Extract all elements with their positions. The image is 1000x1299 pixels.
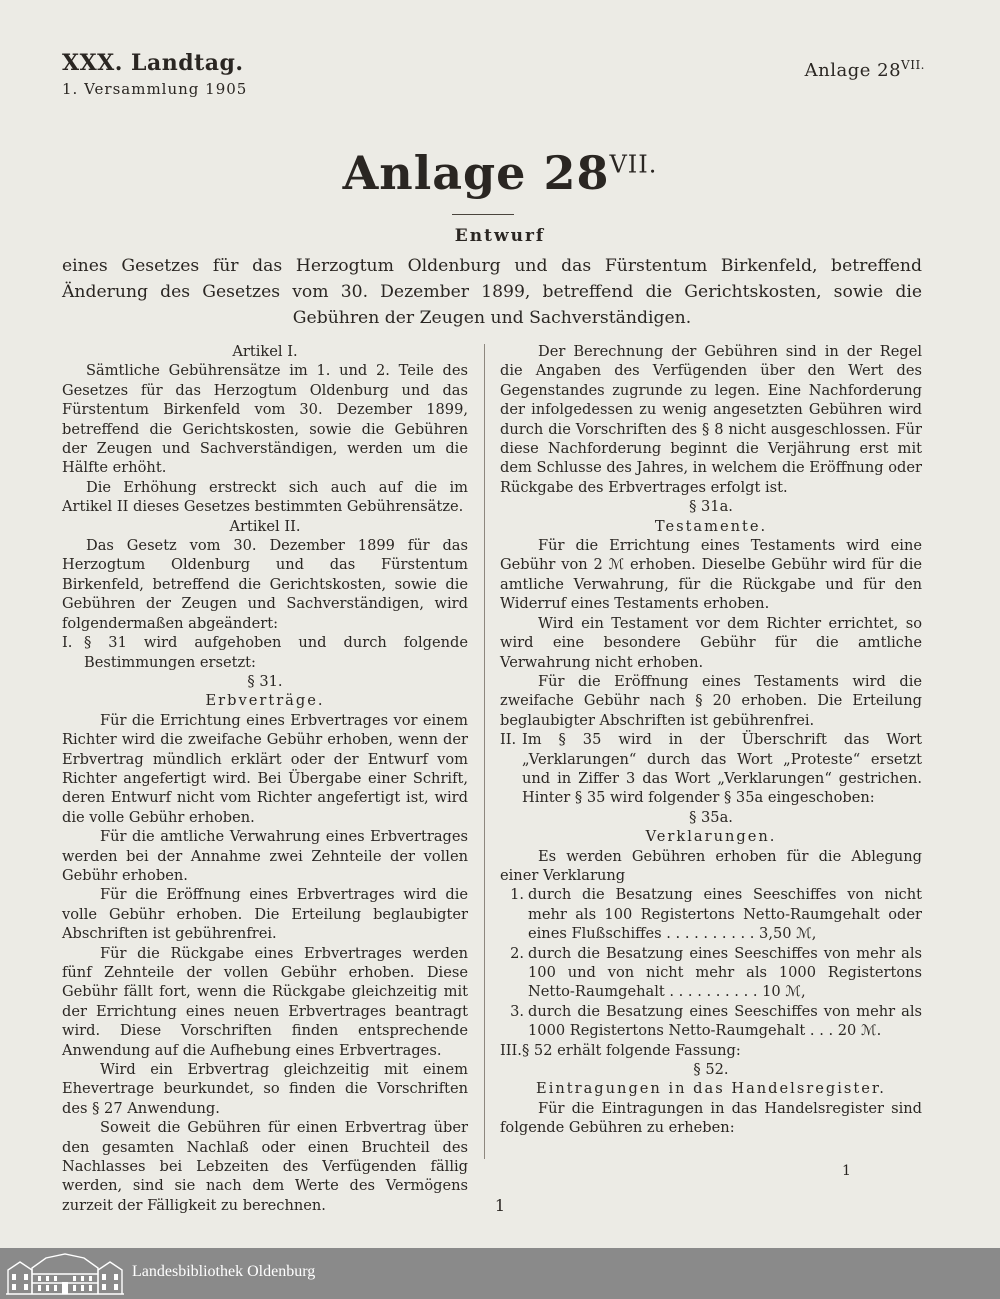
item-III-text: § 52 erhält folgende Fassung: xyxy=(522,1041,741,1059)
verklarung-list-item xyxy=(500,885,922,943)
verklarung-list-item xyxy=(500,1002,922,1041)
section-31a-heading: § 31a. xyxy=(689,498,733,516)
list-item-number: 3. xyxy=(510,1002,524,1020)
section-31-title: Erbverträge. xyxy=(205,692,325,710)
title-sup: VII. xyxy=(609,150,658,179)
article-2-paragraph-1: Das Gesetz vom 30. Dezember 1899 für das Herzogtum Oldenburg und das Fürstentum Birkenfeld, betreffend die Gerichtskosten, sowie die Gebühren der Zeugen und Sachverständigen, wird folgendermaßen abgeändert: xyxy=(62,537,468,632)
section-31-paragraph-2: Für die amtliche Verwahrung eines Erbvertrages werden bei der Annahme zwei Zehnteile der vollen Gebühr erhoben. xyxy=(62,828,468,884)
section-35a-heading: § 35a. xyxy=(689,808,733,826)
header-anlage-sup: VII. xyxy=(901,58,925,72)
left-column xyxy=(62,342,468,1215)
section-31a-paragraph-1: Für die Errichtung eines Testaments wird eine Gebühr von 2 ℳ erhoben. Dieselbe Gebühr wird für die amtliche Verwahrung, für die Rückgabe und für den Widerruf eines Testaments erhoben. xyxy=(500,537,922,613)
list-item-number: 2. xyxy=(510,944,524,962)
list-item-text: durch die Besatzung eines Seeschiffes von mehr als 100 und von nicht mehr als 1000 Registertons Netto-Raumgehalt . . . . . . . . . . 10 ℳ, xyxy=(528,944,922,1001)
section-31-heading: § 31. xyxy=(247,672,283,690)
section-31-paragraph-4: Für die Rückgabe eines Erbvertrages werden fünf Zehnteile der vollen Gebühr erhoben. Diese Gebühr fällt fort, wenn die Rückgabe gleichzeitig mit der Errichtung eines neuen Erbvertrages beantragt wird. Diese Vorschriften finden entsprechende Anwendung auf die Aufhebung eines Erbvertrages. xyxy=(62,944,468,1059)
page-number: 1 xyxy=(494,1196,506,1215)
document-subtitle: eines Gesetzes für das Herzogtum Oldenburg und das Fürstentum Birkenfeld, betreffend Änderung des Gesetzes vom 30. Dezember 1899, betreffend die Gerichtskosten, sowie die Gebühren der Zeugen und Sachverständigen. xyxy=(62,256,922,328)
item-I-text: § 31 wird aufgehoben und durch folgende Bestimmungen ersetzt: xyxy=(84,634,468,671)
title-main: Anlage 28 xyxy=(342,146,610,200)
library-name: Landesbibliothek Oldenburg xyxy=(132,1263,316,1280)
document-title xyxy=(0,146,1000,200)
section-31a-paragraph-2: Wird ein Testament vor dem Richter errichtet, so wird eine besondere Gebühr für die amtliche Verwahrung nicht erhoben. xyxy=(500,614,922,671)
library-footer-bar xyxy=(0,1248,1000,1299)
item-I xyxy=(62,633,468,672)
article-2-heading: Artikel II. xyxy=(229,517,301,535)
column-divider xyxy=(484,344,485,1159)
item-III-number: III. xyxy=(500,1041,522,1059)
verklarung-list-item xyxy=(500,944,922,1002)
list-item-number: 1. xyxy=(510,886,524,904)
landtag-title: XXX. Landtag. xyxy=(62,50,244,76)
entwurf-heading: Entwurf xyxy=(454,226,546,246)
item-II-number: II. xyxy=(500,731,517,749)
section-31a-title: Testamente. xyxy=(654,517,768,535)
header-anlage-label: Anlage 28 xyxy=(804,60,902,81)
article-1-heading: Artikel I. xyxy=(232,343,298,360)
list-item-text: durch die Besatzung eines Seeschiffes von mehr als 1000 Registertons Netto-Raumgehalt . . . 20 ℳ. xyxy=(528,1002,922,1040)
section-35a-intro: Es werden Gebühren erhoben für die Ablegung einer Verklarung xyxy=(500,847,922,884)
section-31-paragraph-5: Wird ein Erbvertrag gleichzeitig mit einem Ehevertrage beurkundet, so finden die Vorschriften des § 27 Anwendung. xyxy=(62,1061,468,1117)
section-52-heading: § 52. xyxy=(693,1061,729,1079)
header-right xyxy=(805,58,925,81)
item-II xyxy=(500,730,922,808)
right-paragraph-1: Der Berechnung der Gebühren sind in der Regel die Angaben des Verfügenden über den Wert des Gegenstandes zugrunde zu legen. Eine Nachforderung der infolgedessen zu wenig angesetzten Gebühren wird durch die Vorschriften des § 8 nicht ausgeschlossen. Für diese Nachforderung beginnt die Verjährung erst mit dem Schlusse des Jahres, in welchem die Eröffnung oder Rückgabe des Erbvertrages erfolgt ist. xyxy=(500,343,922,496)
item-I-number: I. xyxy=(62,634,73,652)
list-item-text: durch die Besatzung eines Seeschiffes von nicht mehr als 100 Registertons Netto-Raumgehalt oder eines Flußschiffes . . . . . . . . . . 3,50 ℳ, xyxy=(528,886,922,943)
section-31-paragraph-1: Für die Errichtung eines Erbvertrages vor einem Richter wird die zweifache Gebühr erhoben, wenn der Erbvertrag mündlich erklärt oder der Entwurf vom Richter angefertigt wird. Bei Übergabe einer Schrift, deren Entwurf nicht vom Richter angefertigt ist, wird die volle Gebühr erhoben. xyxy=(62,711,468,826)
session-label: 1. Versammlung 1905 xyxy=(62,80,248,98)
article-1-paragraph-1: Sämtliche Gebührensätze im 1. und 2. Teile des Gesetzes für das Herzogtum Oldenburg und das Fürstentum Birkenfeld vom 30. Dezember 1899, betreffend die Gerichtskosten, sowie die Gebühren der Zeugen und Sachverständigen, werden um die Hälfte erhöht. xyxy=(62,362,468,477)
section-31a-paragraph-3: Für die Eröffnung eines Testaments wird die zweifache Gebühr nach § 20 erhoben. Die Erteilung beglaubigter Abschriften ist gebührenfrei. xyxy=(500,672,922,729)
title-divider xyxy=(452,214,514,215)
section-52-title: Eintragungen in das Handelsregister. xyxy=(536,1080,886,1098)
section-31-paragraph-6: Soweit die Gebühren für einen Erbvertrag über den gesamten Nachlaß oder einen Bruchteil des Nachlasses bei Lebzeiten des Verfügenden fällig werden, sind sie nach dem Werte des Vermögens zurzeit der Fälligkeit zu berechnen. xyxy=(62,1119,468,1214)
library-building-icon xyxy=(6,1252,124,1296)
article-1-paragraph-2: Die Erhöhung erstreckt sich auch auf die im Artikel II dieses Gesetzes bestimmten Gebührensätze. xyxy=(62,478,468,516)
right-column xyxy=(500,342,922,1138)
header-left xyxy=(62,50,247,98)
section-31-paragraph-3: Für die Eröffnung eines Erbvertrages wird die volle Gebühr erhoben. Die Erteilung beglaubigter Abschriften ist gebührenfrei. xyxy=(62,886,468,943)
column-page-number: 1 xyxy=(842,1163,851,1179)
section-35a-title: Verklarungen. xyxy=(645,828,777,846)
item-II-text: Im § 35 wird in der Überschrift das Wort „Verklarungen“ durch das Wort „Proteste“ ersetzt und in Ziffer 3 das Wort „Verklarungen“ gestrichen. Hinter § 35 wird folgender § 35a eingeschoben: xyxy=(522,731,922,807)
item-III xyxy=(500,1041,922,1060)
section-52-paragraph-1: Für die Eintragungen in das Handelsregister sind folgende Gebühren zu erheben: xyxy=(500,1099,922,1137)
